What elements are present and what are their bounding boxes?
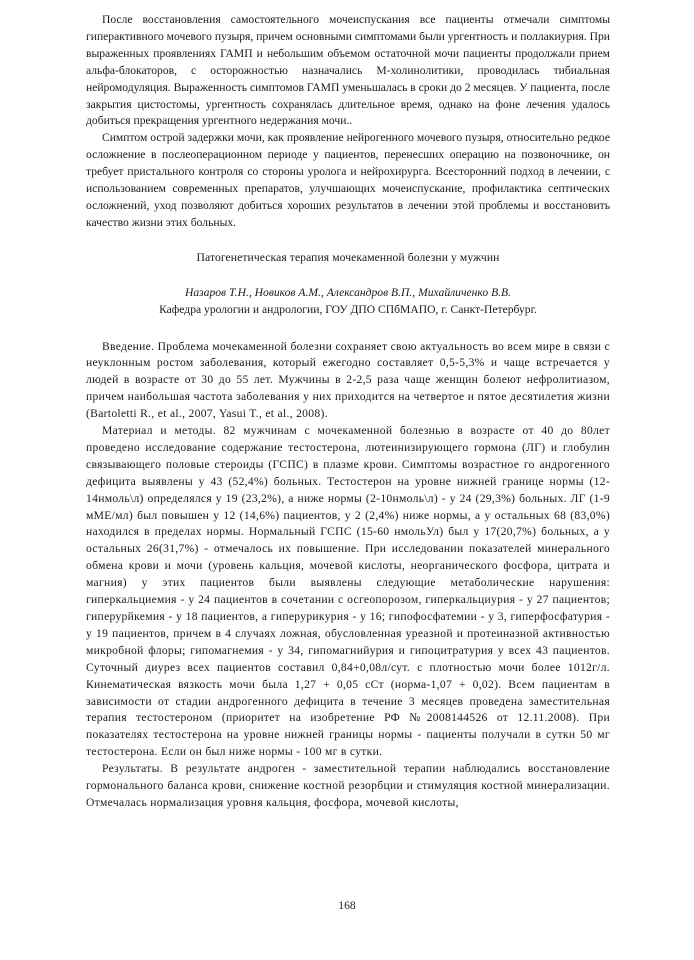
- article-affiliation: Кафедра урологии и андрологии, ГОУ ДПО СПбМАПО, г. Санкт-Петербург.: [159, 302, 537, 316]
- section-results: Результаты. В результате андроген - заместительной терапии наблюдались восстановление гормонального баланса крови, снижение костной резорбции и стимуляция костной минерализации. Отмечалась нормализация уровня кальция, фосфора, мочевой кислоты,: [86, 762, 610, 809]
- page-number: 168: [338, 899, 356, 912]
- section-introduction: Введение. Проблема мочекаменной болезни сохраняет свою актуальность во всем мире в связи с неуклонным ростом заболевания, который ежегодно составляет 0,5-5,3% и чаще встречается у людей в возрасте от 30 до 55 лет. Мужчины в 2-2,5 раза чаще женщин болеют нефролитиазом, причем наибольшая частота заболевания у них приходится на четвертое и пятое десятилетия жизни (Bartoletti R., et al., 2007, Yasui T., et al., 2008).: [86, 339, 610, 421]
- article-title: Патогенетическая терапия мочекаменной болезни у мужчин: [196, 250, 500, 264]
- section-methods: Материал и методы. 82 мужчинам с мочекаменной болезнью в возрасте от 40 до 80лет проведено исследование содержание тестостерона, лютеинизирующего гормона (ЛГ) и глобулин связывающего половые стероиды (ГСПС) в плазме крови. Симптомы возрастное го андрогенного дефицита выявлены у 43 (52,4%) больных. Тестостерон на уровне нижней границе нормы (12-14нмоль\л) определялся у 19 (23,2%), а ниже нормы (2-10нмоль\л) - у 24 (29,3%) больных. ЛГ (1-9 мМЕ/мл) был повышен у 12 (14,6%) пациентов, у 2 (2,4%) ниже нормы, а у остальных 68 (83,0%) находился в пределах нормы. Нормальный ГСПС (15-60 нмольУл) был у 17(20,7%) больных, а у остальных 26(31,7%) - отмечалось их повышение. При исследовании показателей минерального обмена крови и мочи (уровень кальция, мочевой кислоты, неорганического фосфора, цитрата и магния) у этих пациентов были выявлены следующие метаболические нарушения: гиперкальциемия - у 24 пациентов в сочетании с осгеопорозом, гиперкальциурия - у 27 пациентов; гиперурйкемия - у 18 пациентов, а гиперурикурия - у 16; гипофосфатемии - у 3, гиперфосфатурия - у 19 пациентов, причем в 4 случаях ложная, обусловленная уреазной и протеиназной активностью микробной флоры; гипомагнемия - у 34, гипомагнийурия и гипоцитратурия у всех 43 пациентов. Суточный диурез всех пациентов составил 0,84+0,08л/сут. с плотностью мочи более 1012г/л. Кинематическая вязкость мочи была 1,27 + 0,05 сСт (норма-1,07 + 0,02). Всем пациентам в зависимости от стадии андрогенного дефицита в течение 3 месяцев проведена заместительная терапия тестостероном (приоритет на изобретение РФ №2008144526 от 12.11.2008). При показателях тестостерона на уровне нижней границы нормы - пациенты получали в сутки 50 мг тестостерона. Если он был ниже нормы - 100 мг в сутки.: [86, 424, 610, 759]
- article-authors: Назаров Т.Н., Новиков А.М., Александров В.П., Михайличенко В.В.: [184, 285, 512, 299]
- paragraph-gamp-symptoms: После восстановления самостоятельного мочеиспускания все пациенты отмечали симптомы гиперактивного мочевого пузыря, причем основными симптомами были ургентность и поллакиурия. При выраженных проявлениях ГАМП и небольшим объемом остаточной мочи пациенты продолжали прием альфа-блокаторов, с осторожностью назначались М-холинолитики, проводилась тибиальная нейромодуляция. Выраженность симптомов ГАМП уменьшалась в сроки до 2 месяцев. У пациента, после закрытия цистостомы, ургентность сохранялась длительное время, однако на фоне лечения удалось добиться прекращения ургентного недержания мочи..: [86, 13, 611, 128]
- paragraph-acute-retention: Симптом острой задержки мочи, как проявление нейрогенного мочевого пузыря, относительно редкое осложнение в послеоперационном периоде у пациентов, перенесших операцию на позвоночнике, он требует пристального контроля со стороны уролога и нейрохирурга. Всесторонний подход в лечении, с использованием современных препаратов, улучшающих мочеиспускание, профилактика септических осложнений, уход позволяют добиться хороших результатов в лечении этой проблемы и восстановить качество жизни этих больных.: [86, 131, 610, 229]
